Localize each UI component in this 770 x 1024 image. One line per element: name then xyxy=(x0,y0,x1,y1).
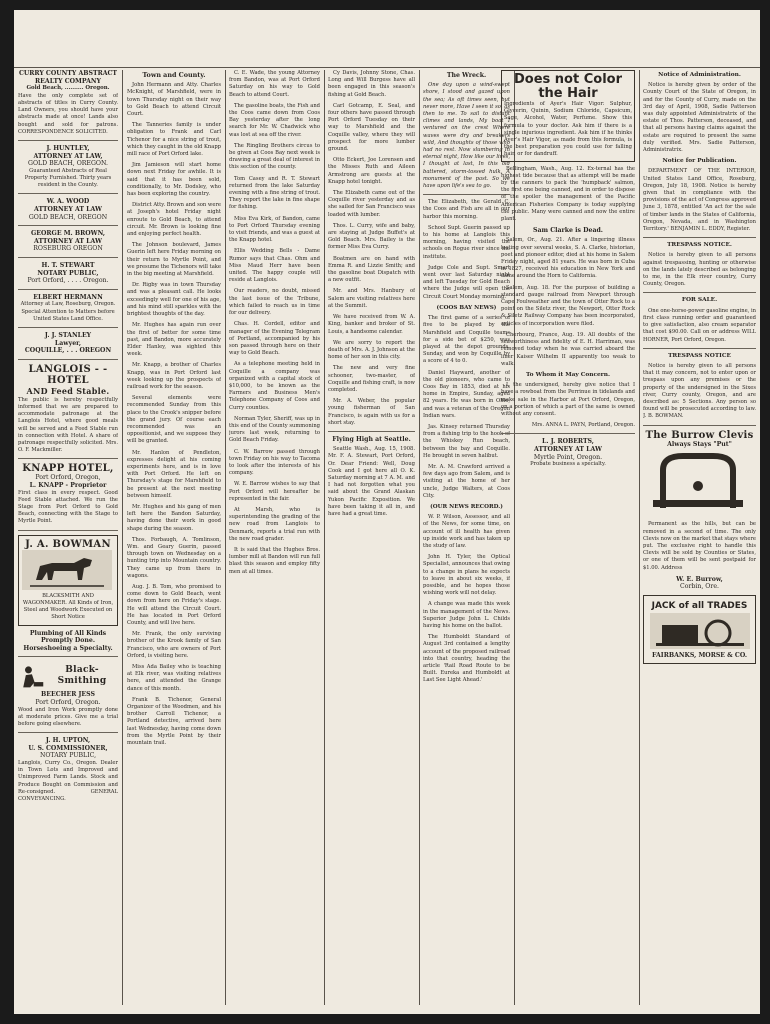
divider xyxy=(18,193,118,194)
divider xyxy=(18,530,118,531)
divider xyxy=(18,458,118,459)
wreck-heading: The Wreck. xyxy=(446,72,487,79)
stewart-title: NOTARY PUBLIC, xyxy=(37,269,99,277)
divider xyxy=(643,292,756,293)
publication-heading: Notice for Publication. xyxy=(662,158,737,165)
news-paragraph: At Marsh, who is superintending the grading of the new road from Langlois to Denmark, reports a trial run with the new road grader. xyxy=(229,506,320,542)
news-paragraph: Mr. and Mrs. Hanbury of Salem are visiting relatives here at the Summit. xyxy=(328,288,415,309)
news-paragraph: District Atty. Brown and son were at Joseph's hotel Friday night enroute to Gold Beach, to attend circuit. Mr. Brown is looking fine and enjoying perfect health. xyxy=(127,202,221,238)
engine-illustration-icon xyxy=(650,613,750,649)
coos-text: The first game of a series of five to be played by the Marshfield and Coquille teams for a side bet of $250, was played at the depot grounds, Sunday, and won by Coquille by a score of 4 to 0. xyxy=(423,315,510,365)
judge-text: Judge Cole and Supt. Smart went over last Saturday night and left Tuesday for Gold Beach where the Judge will open the Circuit Court Monday morning. xyxy=(423,264,510,300)
trespass-text: Notice is hereby given to all persons against trespassing, hunting or otherwise on the lands lately described as belonging to me, in the Elk river country, Curry County, Oregon. xyxy=(643,252,756,288)
wood-title: ATTORNEY AT LAW xyxy=(34,205,102,213)
knapp-text: First class in every respect. Good Feed Stable attached. We run the Stage from Port Orford to Gold Beach, connecting with the Stage to Myrtle Point. xyxy=(18,489,118,525)
roberts-note: Probate business a specialty. xyxy=(530,461,606,468)
plumbing-line: Plumbing of All Kinds Promptly Done. xyxy=(29,629,107,645)
news-paragraph: We are sorry to report the death of Mrs. A. J. Johnson at the home of her son in this city. xyxy=(328,339,415,361)
smithing-title: Black-Smithing xyxy=(57,665,107,687)
brown-title: ATTORNEY AT LAW xyxy=(34,237,102,245)
column-1-directory xyxy=(18,70,118,1005)
news-paragraph: Mr. Hughes has again run over the first of better for some time past, and Bandon, more accurately Elder Hanley, was sighted this week. xyxy=(127,322,221,358)
hair-ad-title: Does not Color the Hair xyxy=(514,72,622,101)
smithing-name: BEECHER JESS xyxy=(41,691,95,699)
news-paragraph: We have received from W. A. King, banker and broker of St. Louis, a handsome calendar. xyxy=(328,314,415,335)
news-paragraph: Aug. J. B. Tom, who promised to come down to Gold Beach, went down from here on Friday's stage. He will attend the Circuit Court. He has located in Port Orford County, and will live here. xyxy=(127,584,221,627)
forsale-heading: FOR SALE. xyxy=(681,297,718,304)
column-rule xyxy=(419,70,420,1005)
news-paragraph: Ellis Wedding Bells - Dame Rumor says that Chas. Ohm and Miss Maud Herr have been united. The happy couple will reside at Langlois. xyxy=(229,248,320,284)
bowman-name: J. A. BOWMAN xyxy=(25,538,111,550)
news-paragraph: Mr. A. Weber, the popular young fisherman of San Francisco, is again with us for a short stay. xyxy=(328,398,415,426)
news-paragraph: Tom Casey and R. T. Stewart returned from the lake Saturday evening with a fine string of trout. They report the lake in fine shape for fishing. xyxy=(229,175,320,211)
huntley-title: ATTORNEY AT LAW, xyxy=(33,152,103,160)
horse-illustration-icon xyxy=(22,550,112,590)
knapp-hotel-name: KNAPP HOTEL, xyxy=(22,463,114,475)
roberts-place: Myrtle Point, Oregon. xyxy=(533,453,603,461)
clarke-text: Salem, Or., Aug. 21. After a lingering illness lasting over several weeks, S. A. Clarke, historian, poet and pioneer editor, died at his home in Salem Friday night, aged 81 years. He was born in Cuba in 1827, received his education in New York and came around the Horn to California. xyxy=(501,237,635,280)
stewart-place: Port Orford, . . . . Oregon. xyxy=(27,277,109,285)
flying-heading: Flying High at Seattle. xyxy=(332,435,411,443)
smithing-place: Port Orford, Oregon. xyxy=(35,698,101,706)
burrow-text: Permanent as the hills, but can be removed in a second of time. The only Clevis now on the market that stays where put. The exclusive right to handle this Clevis will be sold by Counties or States, or one of them will be sent postpaid for $1.00. Address xyxy=(643,521,756,571)
news-paragraph: Cy Davis, Johnny Stone, Chas. Long and Will Burgess have all been engaged in this season's fishing at Gold Beach. xyxy=(328,70,415,98)
divider xyxy=(18,140,118,141)
flying-text: Seattle Wash., Aug. 15, 1908. Mr. F. A. Stewart, Port Orford, Or. Dear Friend: Well, Doug Cook and I got here all O. K. Saturday morning at 7 A. M. and I had not forgotten what you said about the Grand Alaskan Yukon Pacific Exposition. We have been taking it all in, and have had a great time. xyxy=(328,446,415,517)
brown-place: ROSEBURG OREGON xyxy=(33,245,103,253)
johnson-text: Jas. Kinsey returned Thursday from a fishing trip to the hook of the Whiskey Run beach, between the bay and Coquille. He brought in seven halibut. xyxy=(423,423,510,459)
tyler-text: John H. Tyler, the Optical Specialist, announces that owing to a change in plans he expects to leave in about six weeks, if possible, and he hopes those wishing work will not delay. xyxy=(423,554,510,597)
wreck-poem: One day upon a wind-swept shore, I stood and gazed upon the sea; As oft times seen, but never more, Have I seen it so, as then to me. To sail to distant climes and lands, My boat I ventured on the crest Where waves were dry and breakers wild, And thoughts of those who had no rest. Now slumbering in eternal night, How like our lives, I thought at last, In this old battered, storm-tossed hulk, A monument of the past. So we have upon life's sea to go. xyxy=(423,82,510,190)
burrow-sub: Always Stays "Put" xyxy=(667,440,732,448)
news-paragraph: Frank B. Tichenor, General Organizer of the Woodmen, and his brother Carroll Tichenor, a Portland detective, arrived here last Wednesday, having come down from the Myrtle Point by their mountain trail. xyxy=(127,696,221,747)
column-rule xyxy=(639,70,640,1005)
divider xyxy=(18,732,118,733)
news-paragraph: Boatmen are on hand with Emma R. and Lizzie Smith; and the gasoline boat Dispatch with a new outfit. xyxy=(328,255,415,284)
divider xyxy=(328,431,415,432)
trespass2-text: Notice is hereby given to all persons that it may concern, not to enter upon or trespass upon any premises or the property of the undersigned in the Sixes river, Curry county, Oregon, and are described as: 5 Sections. Any person so found will be prosecuted according to law. J. B. BOWMAN. xyxy=(643,362,756,420)
bowman-text: BLACKSMITH AND WAGONMAKER. All Kinds of Iron, Steel and Woodwork Executed on Short Notice xyxy=(22,592,114,621)
column-4-local-news xyxy=(328,70,415,1005)
langlois-sub: AND Feed Stable. xyxy=(26,385,110,396)
news-paragraph: The Johnson boulevard, James Guerin left here Friday morning on their return to Myrtle Point, and we presume the Tichenors will take in the big meeting at Marshfield. xyxy=(127,242,221,278)
news-paragraph: C. E. Wade, the young Attorney from Bandon, was at Port Orford Saturday on his way to Gold Beach to attend Court. xyxy=(229,70,320,98)
news-paragraph: The Ringling Brothers circus to be given at Coos Bay next week is drawing a great deal of interest in this section of the county. xyxy=(229,142,320,171)
divider xyxy=(18,289,118,290)
divider xyxy=(18,656,118,657)
stanley-name: J. J. STANLEY xyxy=(44,331,92,339)
news-paragraph: It is said that the Hughes Bros. lumber mill at Bandon will run full blast this season and employ fifty men at all times. xyxy=(229,546,320,575)
langlois-hotel-name: LANGLOIS - - HOTEL xyxy=(28,363,108,386)
crawford-text: Mr. A. M. Crawford arrived a few days ago from Salem, and is visiting at the home of her uncle, Judge Walters, at Coos City. xyxy=(423,463,510,499)
hair-vigor-ad xyxy=(501,70,635,162)
clarke-heading: Sam Clarke is Dead. xyxy=(533,227,603,235)
news-paragraph: The gasoline boats, the Fish and the Coos came down from Coos Bay yesterday after the long search for Mr. W. Chadwick who was lost at sea off the river. xyxy=(229,102,320,138)
knapp-place: Port Orford, Oregon, xyxy=(35,474,101,482)
news-paragraph: Norman Tyler, Sheriff, was up in this end of the County summoning jurors last week, returning to Gold Beach Friday. xyxy=(229,415,320,444)
stanley-place: COQUILLE, . . . OREGON xyxy=(24,347,112,355)
column-2-town-county xyxy=(127,70,221,1005)
jack-ad-sub: FAIRBANKS, MORSE & CO. xyxy=(651,652,748,660)
news-paragraph: Mr. Frank, the only surviving brother of the Krook family of San Francisco, who are owners of Port Orford, is visiting here. xyxy=(127,631,221,659)
publication-text: DEPARTMENT OF THE INTERIOR, United States Land Office, Roseburg, Oregon, July 18, 1908. Notice is hereby given that in compliance with the provisions of the act of Congress approved June 3, 1878, entitled 'An act for the sale of timber lands in the States of California, Oregon, Nevada, and in Washington Territory.' BENJAMIN L. EDDY, Register. xyxy=(643,168,756,233)
local-news-body-2 xyxy=(328,70,415,427)
news-paragraph: Our readers, no doubt, missed the last issue of the Tribune, which failed to reach us in time for our delivery. xyxy=(229,288,320,317)
divider xyxy=(643,237,756,238)
admin-heading: Notice of Administration. xyxy=(658,72,741,78)
jack-ad xyxy=(643,595,756,664)
column-rule xyxy=(122,70,123,1005)
news-paragraph: The Tanneries family is under obligation to Frank and Carl Tichenor for a nice string of trout, which they caught in the old Knapp mill race of Port Orford lake. xyxy=(127,122,221,158)
admin-text: Notice is hereby given by order of the County Court of the State of Oregon, in and for the County of Curry, made on the 3rd day of April, 1908, Sadie Patterson was duly appointed Administratrix of the estate of Thos. Patterson, deceased, and that all persons having claims against the estate are required to present the same duly verified. Mrs. Sadie Patterson, Administratrix. xyxy=(643,82,756,154)
brown-name: GEORGE M. BROWN, xyxy=(31,230,105,238)
divider xyxy=(18,225,118,226)
divider xyxy=(18,327,118,328)
news-paragraph: Miss Ada Bailey who is teaching at Elk river, was visiting relatives here, and attended the Grange dance of this month. xyxy=(127,664,221,692)
roberts-name: L. J. ROBERTS, xyxy=(542,438,594,446)
news-paragraph: Several elements were recommended Sunday from this place to the Crook's snipper before the grand jury. Of course each recommended was an oppositionist, and we suppose they will be granted. xyxy=(127,395,221,445)
concern-text: I, the undersigned, hereby give notice that I have a rowboat from the Perrinue in tidelands and make sale in the Harbor at Port Orford, Oregon, on a portion of which a part of the same is owned without any consent. xyxy=(501,382,635,417)
stanley-title: Lawyer, xyxy=(54,339,82,347)
concern-signed: Mrs. ANNA L. PAYN, Portland, Oregon. xyxy=(531,422,635,429)
huntley-place: GOLD BEACH, OREGON. xyxy=(28,160,108,168)
column-rule xyxy=(225,70,226,1005)
jack-ad-title: JACK of all TRADES xyxy=(651,600,748,611)
column-rule xyxy=(324,70,325,1005)
news-text: W. P. Wilson, Assessor, and all of the News, for some time, on account of ill health has given up inside work and has taken up the study of law. xyxy=(423,514,510,549)
news-paragraph: W. E. Barrow wishes to say that Port Orford will hereafter be represented in the fair. xyxy=(229,481,320,502)
burrow-name: W. E. Burrow, xyxy=(676,575,723,583)
huntley-text: Guaranteed Abstracts of Real Property Furnished. Thirty years resident in the County. xyxy=(24,167,112,189)
column-5-wreck xyxy=(423,70,510,1005)
news-paragraph: Otto Eckert, Joe Lorensen and the Misses Ruth and Aileen Armstrong are guests at the Knapp hotel tonight. xyxy=(328,157,415,185)
town-county-heading: Town and County. xyxy=(142,71,206,79)
divider xyxy=(18,257,118,258)
news-paragraph: As a telephone meeting held in Coquille a company was organized with a capital stock of $10,000, to be known as the Farmers and Business Men's Telephone Company of Coos and Curry counties. xyxy=(229,361,320,411)
news-paragraph: Mr. Knapp, a brother of Charles Knapp, was in Port Orford last week looking up the prospects of railroad work for the season. xyxy=(127,362,221,390)
forsale-text: One one-horse-power gasoline engine, in first class running order and guaranteed to give satisfaction, also cream separator that cost $90.00. Call on or address WILL HORNER, Port Orford, Oregon. xyxy=(643,307,756,343)
hair-ad-text: Ingredients of Ayer's Hair Vigor: Sulphur, Glycerin, Quinin, Sodium Chloride, Capsicum, Sage, Alcohol, Water, Perfume. Show this formula to your doctor. Ask him if there is a single injurious ingredient. Ask him if he thinks Ayer's Hair Vigor, as made from this formula, is the best preparation you could use for falling hair, or for dandruff. xyxy=(504,101,632,158)
burrow-place: Corbin, Ore. xyxy=(680,583,719,591)
abstract-line: Gold Beach, .......... Oregon. xyxy=(26,85,110,92)
header-rule xyxy=(14,67,760,68)
coos-heading: (COOS BAY NEWS) xyxy=(436,304,497,311)
news-paragraph: The Elizabeth came out of the Coquille river yesterday and as she sailed for San Francisco was loaded with lumber. xyxy=(328,190,415,218)
clevis-illustration-icon xyxy=(643,448,753,518)
daniel-text: Daniel Hayward, another of the old pioneers, who came to Coos Bay in 1853, died at his home in Empire, Sunday, aged 82 years. He was born in Ohio, and was a veteran of the Oregon Indian wars. xyxy=(423,369,510,419)
newspaper-page xyxy=(14,10,760,1014)
horseshoeing-line: Horseshoeing a Specialty. xyxy=(23,644,113,652)
trespass-heading: TRESPASS NOTICE. xyxy=(667,242,732,249)
concern-heading: To Whom it May Concern. xyxy=(526,371,610,378)
news-paragraph: Thos. L. Curry, wife and baby, are staying at Judge Buffet's at Gold Beach. Mrs. Bailey is the former Miss Eva Curry. xyxy=(328,222,415,251)
roberts-title: ATTORNEY AT LAW xyxy=(534,445,602,453)
news-paragraph: Dr. Rigby was in town Thursday and was a pleasant call. He looks exceedingly well for one of his age, and his mind still sparkles with the brightest thoughts of the day. xyxy=(127,282,221,318)
news-paragraph: John Hermann and Atty. Charles McKnight, of Marshfield, were in town Thursday night on their way to Gold Beach to attend Circuit Court. xyxy=(127,82,221,118)
bowman-ad xyxy=(18,535,118,626)
divider xyxy=(643,425,756,426)
news-heading: (OUR NEWS RECORD.) xyxy=(430,503,503,510)
knapp-line: L. KNAPP - Proprietor xyxy=(29,481,107,489)
town-county-body xyxy=(127,82,221,747)
news-paragraph: Thos. Forbaugh, A. Tomlinson, Wm. and Geary Guerin, passed through town on Wednesday on a hunting trip into Mountain country. They came up from there in wagons. xyxy=(127,536,221,579)
news-paragraph: Carl Gotcamp, E. Seal, and four others have passed through Port Orford Tuesday on their way to Marshfield and the Coquille valley, where they will prospect for more lumber ground. xyxy=(328,102,415,153)
upton-sub: NOTARY PUBLIC, xyxy=(39,752,97,760)
column-3-local-news xyxy=(229,70,320,1005)
news-paragraph: Jim Jamieson will start home down next Friday for awhile. It is said that it has been sold, conditionally, to Mr. Dodsley, who has been exploring the country. xyxy=(127,162,221,198)
humboldt-text: The Humboldt Standard of August 3rd contained a lengthy account of the proposed railroad into that country, heading the article 'Rail Road Route to be Built. Eureka and Humboldt at Last See Light Ahead.' xyxy=(423,634,510,684)
wood-place: GOLD BEACH, OREGON xyxy=(28,213,108,221)
column-7-notices xyxy=(643,70,756,1005)
stewart-name: H. T. STEWART xyxy=(41,261,95,269)
salem-text: Salem, Aug. 18. For the purpose of building a standard gauge railroad from Newport through Cape Foulweather and the town of Otter Rock to a point on the Siletz river, the Newport, Otter Rock & Siletz Railway Company has been incorporated, articles of incorporation were filed. xyxy=(501,284,635,327)
trespass2-heading: TRESPASS NOTICE xyxy=(668,352,731,359)
cherbourg-text: Cherbourg, France, Aug. 19. All doubts of the seaworthiness and fidelity of E. H. Harriman, was removed today when he was carried aboard the liner Kaiser Wilhelm II apparently too weak to walk. xyxy=(501,331,635,367)
news-paragraph: The new and very fine schooner, two-master, of Coquille and fishing craft, is now completed. xyxy=(328,365,415,393)
divider xyxy=(501,433,635,434)
burrow-title: The Burrow Clevis xyxy=(645,429,754,441)
column-6-news xyxy=(501,70,635,1005)
smithing-header xyxy=(18,661,118,691)
langlois-text: The public is hereby respectfully informed that we are prepared to accommodate patronage at the Langlois Hotel, where good meals will be served and a Feed Stable run in connection with Hotel. A share of patronage respectfully solicited. Mrs. O. F. Mackmiller. xyxy=(18,396,118,454)
abstract-text: Have the only complete set of abstracts of titles in Curry County. Land Owners, you should have your abstracts made at once! Lands also bought and sold for patrons. CORRESPONDENCE SOLICITED. xyxy=(18,92,118,135)
wood-name: W. A. WOOD xyxy=(46,198,90,206)
news-paragraph: C. W. Barrow passed through town Friday on his way to Tacoma to look after the interests of his company. xyxy=(229,448,320,477)
local-news-body xyxy=(229,70,320,576)
abstract-heading: CURRY COUNTY ABSTRACT REALTY COMPANY xyxy=(18,70,118,85)
news-paragraph: Chas. H. Cordell, editor and manager of the Evening Telegram of Portland, accompanied by his son passed through here on their way to Gold Beach. xyxy=(229,321,320,357)
news-paragraph: Miss Eva Kirk, of Bandon, came to Port Orford Thursday evening to visit friends, and was a guest at the Knapp hotel. xyxy=(229,215,320,244)
smithing-text: Wood and Iron Work promptly done at moderate prices. Give me a trial before going elsewhere. xyxy=(18,706,118,727)
divider xyxy=(643,348,756,349)
upton-text: Langlois, Curry Co., Oregon. Dealer in Town Lots and Improved and Unimproved Farm Lands. Stock and Produce Bought on Commission and Re-consigned. GENERAL CONVEYANCING. xyxy=(18,759,118,802)
news-paragraph: Mr. Hughes and his gang of men left here the Bandon Saturday, having done their work in good shape during the season. xyxy=(127,503,221,532)
contract-text: A change was made this week in the management of the News. Superior Judge John L. Childs having his home on the ballot. xyxy=(423,601,510,630)
upton-name: J. H. UPTON, xyxy=(45,737,91,745)
divider xyxy=(423,194,510,195)
huntley-name: J. HUNTLEY, xyxy=(46,145,90,152)
blacksmith-illustration-icon xyxy=(18,661,44,691)
elizabeth-text: The Elizabeth, the Gerald C. the Coos and Fish are all in our harbor this morning. xyxy=(423,199,510,220)
news-paragraph: Mr. Hanlon of Pendleton, expresses delight at his coming experiments here, and is in love with Port Orford. He left on Thursday's stage for Marshfield to be present at the next meeting between himself. xyxy=(127,449,221,499)
divider xyxy=(18,359,118,360)
bellingham-text: Bellingham, Wash., Aug. 12. Ex-ternal has the highest tide because that as attempt will be made by the canners to pack the 'humpback' salmon, the first one being canned, and in order to dispose of the spoiler the management of the Pacific American Fisheries Company is today supplying the public. Many were canned and now the entire plant. xyxy=(501,165,635,223)
upton-title: U. S. COMMISSIONER, xyxy=(28,744,108,752)
hermann-text: Attorney at Law, Roseburg, Oregon. Special Attention to Matters before United States Land Office. xyxy=(20,301,116,322)
school-text: School Supt. Guerin passed up to his home at Langlois this morning, having visited the schools on Rogue river since the institute. xyxy=(423,224,510,260)
hermann-name: ELBERT HERMANN xyxy=(33,293,103,301)
